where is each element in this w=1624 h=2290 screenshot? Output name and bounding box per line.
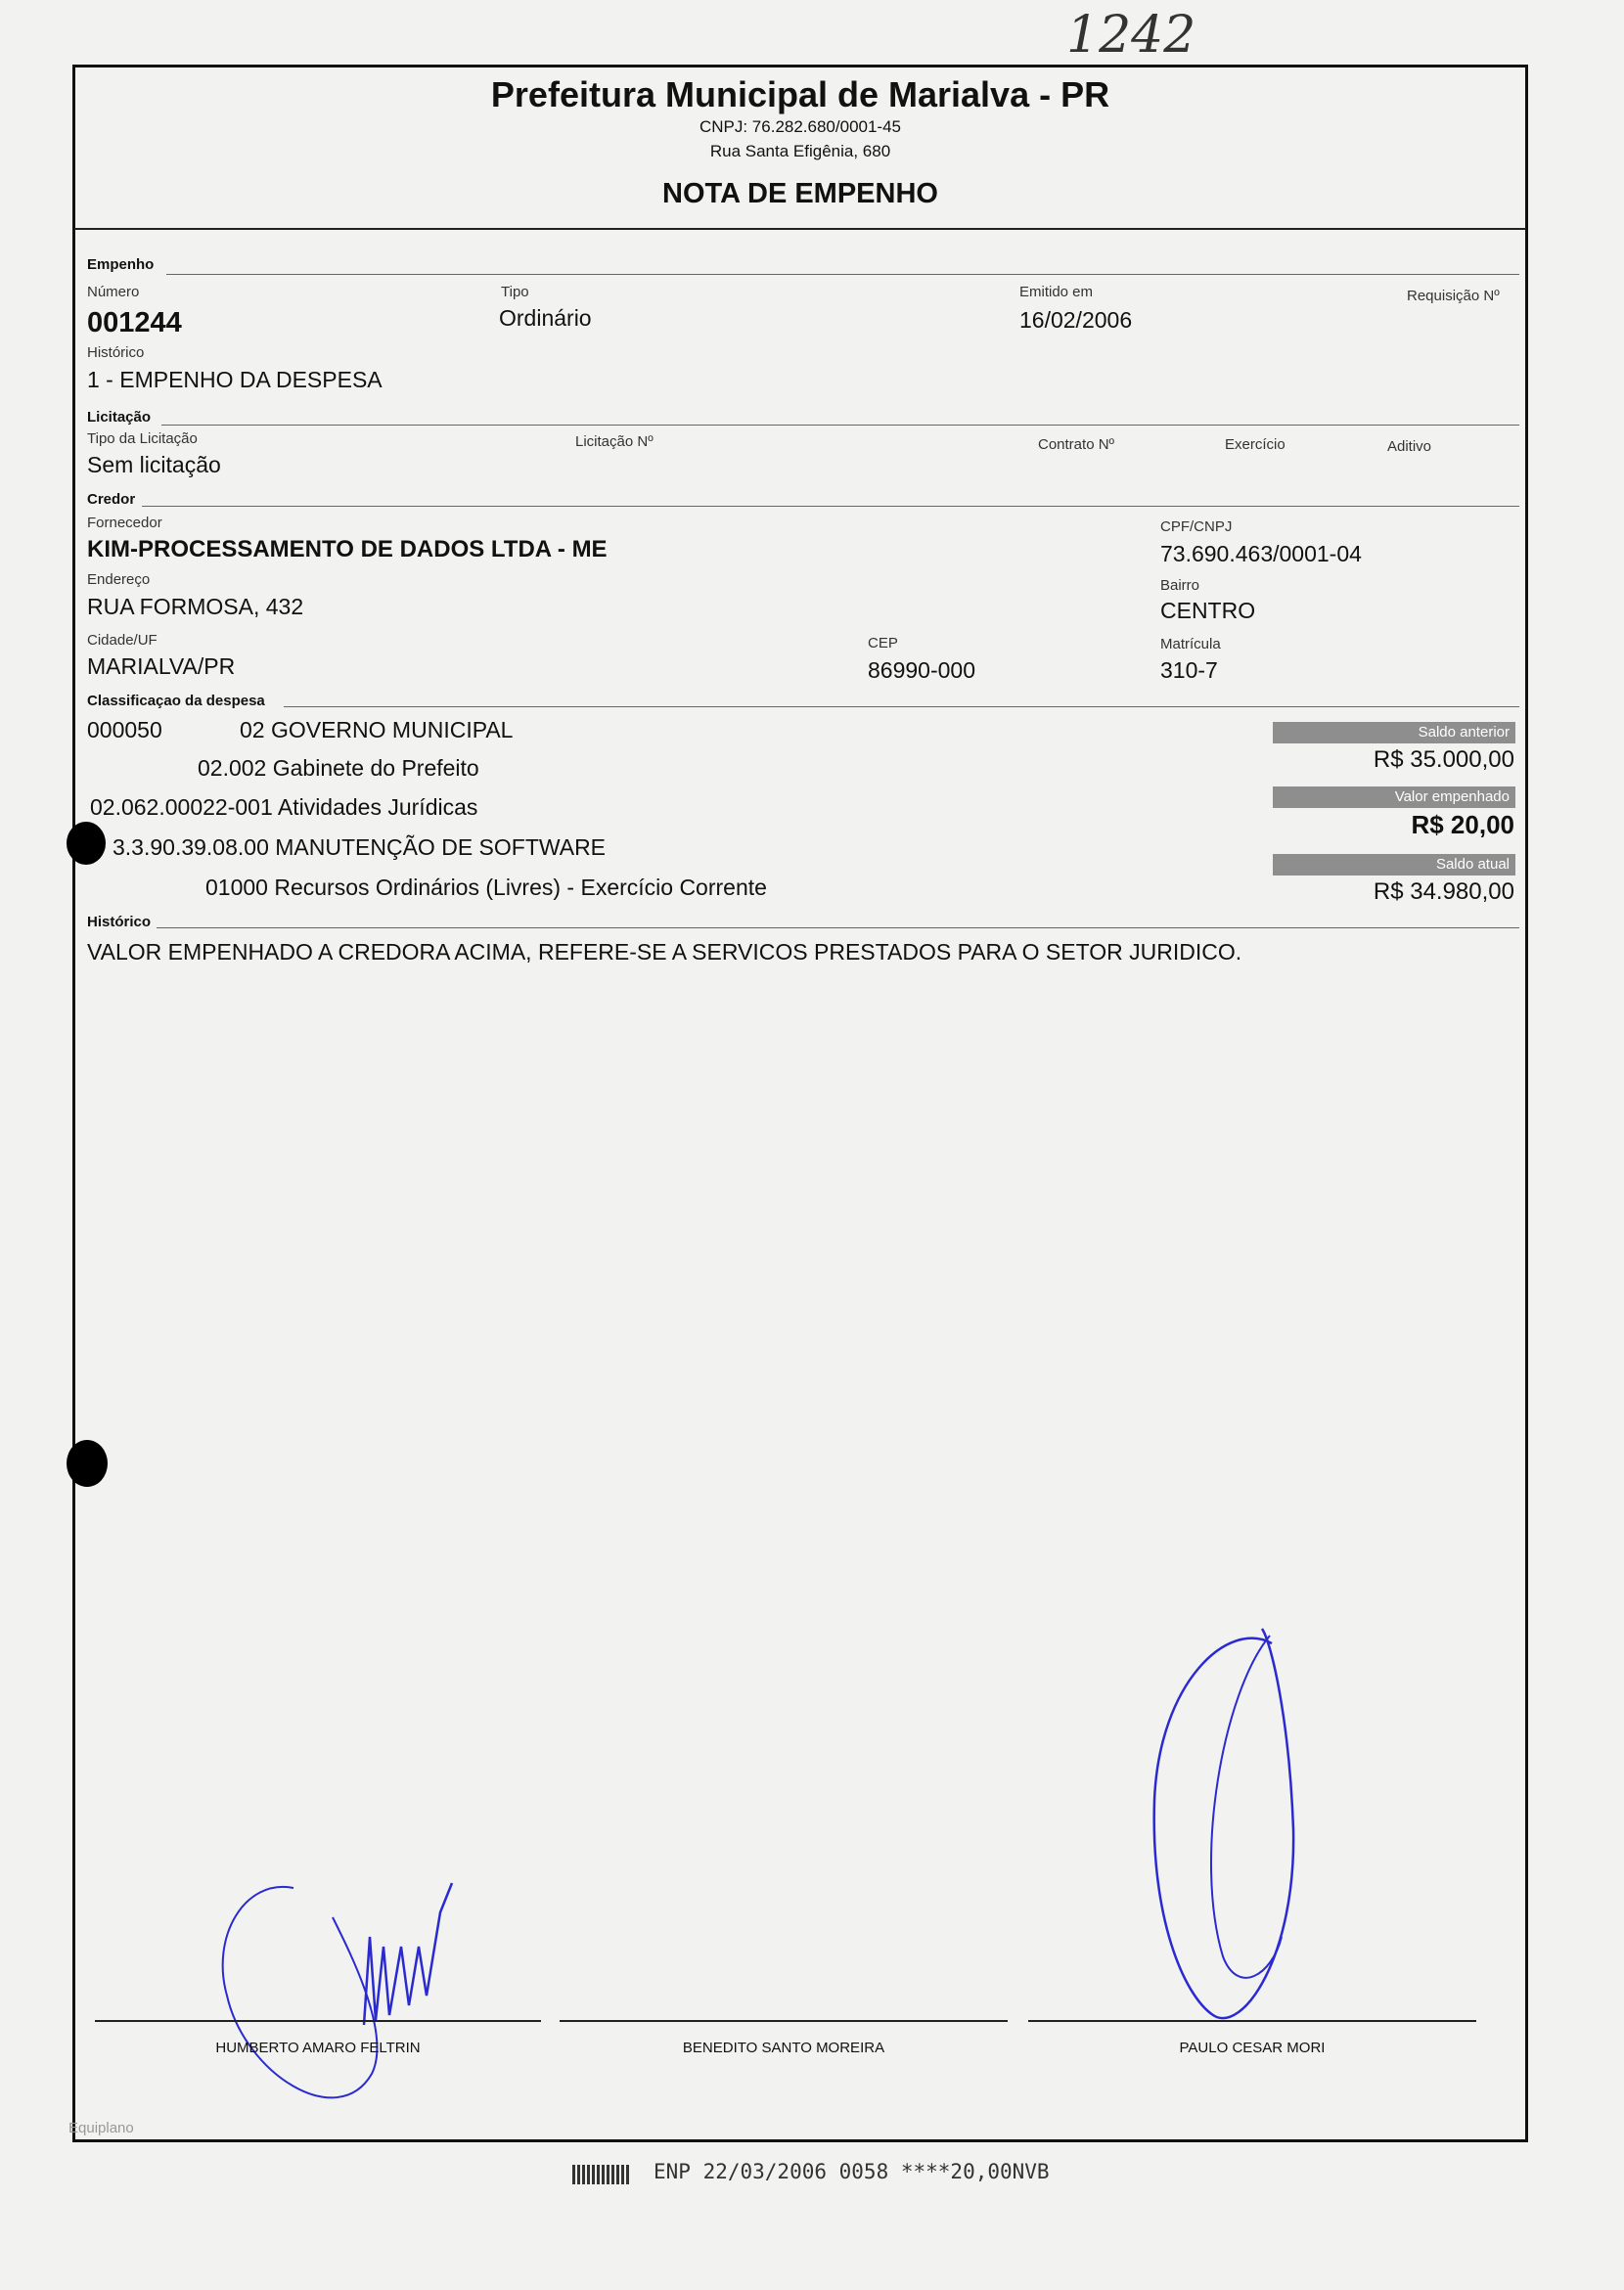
valor-empenhado-value: R$ 20,00 (1411, 810, 1514, 839)
handwritten-page-number: 1242 (1066, 6, 1196, 65)
bairro-value: CENTRO (1160, 598, 1256, 623)
footer-print-line: ENP 22/03/2006 0058 ****20,00NVB (654, 2160, 1050, 2183)
endereco-label: Endereço (87, 571, 151, 588)
numero-value: 001244 (87, 307, 182, 338)
fornecedor-value: KIM-PROCESSAMENTO DE DADOS LTDA - ME (87, 536, 608, 562)
exercicio-label: Exercício (1225, 436, 1286, 453)
fornecedor-label: Fornecedor (87, 515, 162, 531)
cnpj-line: CNPJ: 76.282.680/0001-45 (699, 117, 902, 136)
classificacao-section-label: Classificaçao da despesa (87, 693, 265, 709)
licitacao-section-label: Licitação (87, 409, 152, 426)
signature-line-2 (560, 2020, 1008, 2022)
tipo-licitacao-label: Tipo da Licitação (87, 430, 198, 447)
credor-section-label: Credor (87, 491, 136, 508)
equiplano-brand: Equiplano (68, 2120, 134, 2136)
saldo-anterior-value: R$ 35.000,00 (1373, 746, 1514, 773)
classificacao-line-2: 02 GOVERNO MUNICIPAL (240, 717, 514, 742)
cep-value: 86990-000 (868, 657, 975, 683)
signature-1-scrawl (364, 1883, 452, 2025)
historico-text: VALOR EMPENHADO A CREDORA ACIMA, REFERE-SE A SERVICOS PRESTADOS PARA O SETOR JURIDICO. (87, 939, 1242, 965)
historico-label: Histórico (87, 344, 145, 361)
cidade-label: Cidade/UF (87, 632, 158, 649)
cidade-value: MARIALVA/PR (87, 653, 236, 679)
endereco-value: RUA FORMOSA, 432 (87, 594, 304, 619)
contrato-label: Contrato Nº (1038, 436, 1115, 453)
requisicao-label: Requisição Nº (1407, 288, 1500, 304)
saldo-atual-value: R$ 34.980,00 (1373, 878, 1514, 905)
classificacao-line-3: 02.002 Gabinete do Prefeito (198, 755, 479, 781)
document-title: NOTA DE EMPENHO (662, 178, 938, 209)
signature-name-3: PAULO CESAR MORI (1179, 2040, 1326, 2056)
signature-1-stroke (223, 1887, 378, 2097)
classificacao-line-1: 000050 (87, 717, 162, 742)
classificacao-line-4: 02.062.00022-001 Atividades Jurídicas (90, 794, 478, 820)
barcode-icon (572, 2165, 631, 2184)
valor-empenhado-label: Valor empenhado (1273, 786, 1515, 808)
municipality-title: Prefeitura Municipal de Marialva - PR (490, 74, 1110, 114)
numero-label: Número (87, 284, 140, 300)
aditivo-label: Aditivo (1387, 438, 1432, 455)
cep-label: CEP (868, 635, 898, 651)
classificacao-line-6: 01000 Recursos Ordinários (Livres) - Exercício Corrente (205, 875, 767, 900)
cpf-label: CPF/CNPJ (1160, 518, 1233, 535)
cpf-value: 73.690.463/0001-04 (1160, 541, 1362, 566)
empenho-section-label: Empenho (87, 256, 155, 273)
emitido-value: 16/02/2006 (1019, 307, 1133, 333)
signature-3-inner (1211, 1636, 1282, 1978)
historico-value: 1 - EMPENHO DA DESPESA (87, 367, 383, 392)
tipo-licitacao-value: Sem licitação (87, 452, 221, 477)
emitido-label: Emitido em (1019, 284, 1094, 300)
matricula-value: 310-7 (1160, 657, 1218, 683)
saldo-atual-label: Saldo atual (1273, 854, 1515, 876)
signature-name-1: HUMBERTO AMARO FELTRIN (215, 2040, 421, 2056)
saldo-anterior-label: Saldo anterior (1273, 722, 1515, 743)
classificacao-line-5: 3.3.90.39.08.00 MANUTENÇÃO DE SOFTWARE (113, 834, 607, 860)
signature-name-2: BENEDITO SANTO MOREIRA (682, 2040, 885, 2056)
tipo-label: Tipo (501, 284, 529, 300)
historico-section-label: Histórico (87, 914, 152, 930)
tipo-value: Ordinário (499, 305, 592, 331)
licitacao-numero-label: Licitação Nº (575, 433, 654, 450)
address-line: Rua Santa Efigênia, 680 (709, 142, 891, 160)
signature-line-1 (95, 2020, 541, 2022)
signature-line-3 (1028, 2020, 1476, 2022)
bairro-label: Bairro (1160, 577, 1200, 594)
matricula-label: Matrícula (1160, 636, 1221, 652)
